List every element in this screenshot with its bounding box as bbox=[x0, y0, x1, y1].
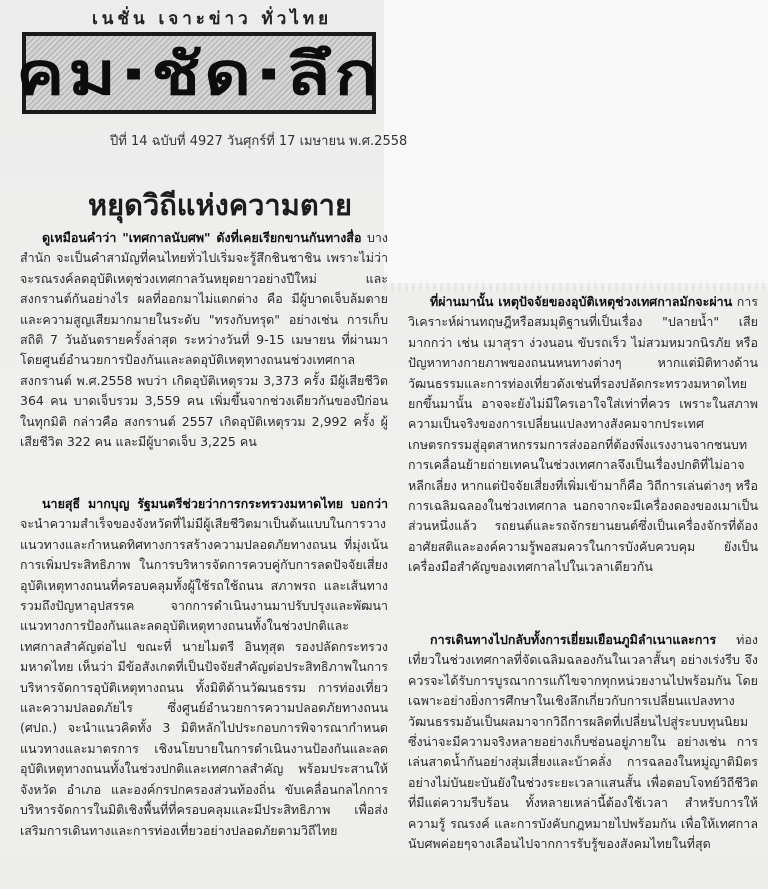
paragraph-4 bbox=[408, 630, 758, 854]
issue-date-line: ปีที่ 14 ฉบับที่ 4927 วันศุกร์ที่ 17 เมษายน พ.ศ.2558 bbox=[110, 134, 408, 149]
paragraph-2-lead: นายสุธี มากบุญ รัฐมนตรีช่วยว่าการกระทรวงมหาดไทย บอกว่า bbox=[42, 496, 388, 511]
newspaper-logo bbox=[15, 32, 382, 114]
paragraph-4-lead: การเดินทางไปกลับทั้งการเยี่ยมเยือนภูมิลำเนาและการ bbox=[430, 632, 717, 647]
masthead-tagline: เนชั่น เจาะข่าว ทั่วไทย bbox=[91, 9, 333, 29]
article-column-right-bottom bbox=[408, 630, 758, 880]
paragraph-4-body: ท่องเที่ยวในช่วงเทศกาลที่จัดเฉลิมฉลองกันในเวลาสั้นๆ อย่างเร่งรีบ จึงควรจะได้รับการบูรณาการแก้ไขจากทุกหน่วยงานไปพร้อมกัน โดยเฉพาะอย่างยิ่งการศึกษาในเชิงลึกเกี่ยวกับการเปลี่ยนแปลงทางวัฒนธรรมอันเป็นผลมาจากวิถีการผลิตที่เปลี่ยนไปสู่ระบบทุนนิยม ซึ่งน่าจะมีความจริงหลายอย่างเก็บซ่อนอยู่ภายใน อย่างเช่น การเล่นสาดน้ำกันอย่างสุ่มเสี่ยงและบ้าคลั่ง การฉลองในหมู่ญาติมิตรอย่างไม่บันยะบันยังในช่วงระยะเวลาแสนสั้น เพื่อตอบโจทย์วิถีชีวิตที่มีแต่ความรีบร้อน ทั้งหลายเหล่านี้ต้องใช้เวลา สำหรับการให้ความรู้ รณรงค์ และการบังคับกฎหมายไปพร้อมกัน เพื่อให้เทศกาลนับศพค่อยๆจางเลือนไปจากการรับรู้ของสังคมไทยในที่สุด bbox=[408, 632, 758, 852]
blank-paper-area bbox=[384, 0, 768, 286]
article-headline: หยุดวิถีแห่งความตาย bbox=[88, 188, 352, 222]
article-column-left-bottom bbox=[20, 494, 388, 886]
paragraph-3-lead: ที่ผ่านมานั้น เหตุปัจจัยของอุบัติเหตุช่วงเทศกาลมักจะผ่าน bbox=[430, 294, 733, 309]
paragraph-3 bbox=[408, 292, 758, 578]
article-column-right-top bbox=[408, 292, 758, 622]
paragraph-1 bbox=[20, 228, 388, 452]
paragraph-2 bbox=[20, 494, 388, 841]
paragraph-1-body: บางสำนัก จะเป็นคำสามัญที่คนไทยทั่วไปเริ่มจะรู้สึกชินชาชิน เพราะไม่ว่าจะรณรงค์ลดอุบัติเหตุช่วงเทศกาลวันหยุดยาวอย่างปีใหม่ และสงกรานต์กันอย่างไร ผลที่ออกมาไม่แตกต่าง คือ มีผู้บาดเจ็บล้มตายและความสูญเสียมากมายในระดับ "ทรงกับทรุด" อย่างเช่น การเก็บสถิติ 7 วันอันตรายครั้งล่าสุด ระหว่างวันที่ 9-15 เมษายน ที่ผ่านมา โดยศูนย์อำนวยการป้องกันและลดอุบัติเหตุทางถนนช่วงเทศกาลสงกรานต์ พ.ศ.2558 พบว่า เกิดอุบัติเหตุรวม 3,373 ครั้ง มีผู้เสียชีวิต 364 คน บาดเจ็บรวม 3,559 คน เพิ่มขึ้นจากช่วงเดียวกันของปีก่อนในทุกมิติ กล่าวคือ สงกรานต์ 2557 เกิดอุบัติเหตุรวม 2,992 ครั้ง ผู้เสียชีวิต 322 คน และมีผู้บาดเจ็บ 3,225 คน bbox=[20, 230, 388, 450]
newspaper-logo-text: คม·ชัด·ลึก bbox=[15, 40, 382, 108]
masthead bbox=[15, 5, 382, 117]
paragraph-3-body: การวิเคราะห์ผ่านทฤษฎีหรือสมมุติฐานที่เป็นเรื่อง "ปลายน้ำ" เสียมากกว่า เช่น เมาสุรา ง่วงนอน ขับรถเร็ว ไม่สวมหมวกนิรภัย หรือปัญหาทางกายภาพของถนนหนทางต่างๆ หากแต่มิติทางด้านวัฒนธรรมและการท่องเที่ยวดังเช่นที่รองปลัดกระทรวงมหาดไทยยกขึ้นมานั้น อาจจะยังไม่มีใครเอาใจใส่เท่าที่ควร เพราะในสภาพความเป็นจริงของการเปลี่ยนแปลงทางสังคมจากประเทศเกษตรกรรมสู่อุตสาหกรรมการส่งออกที่ต้องพึ่งแรงงานจากชนบท การเคลื่อนย้ายถ่ายเทคนในช่วงเทศกาลจึงเป็นเรื่องปกติที่ไม่อาจหลีกเลี่ยง หากแต่ปัจจัยเสี่ยงที่เพิ่มเข้ามาก็คือ วิถีการเล่นต่างๆ หรือการเฉลิมฉลองในช่วงเทศกาล นอกจากจะมีเครื่องดองของเมาเป็นส่วนหนึ่งแล้ว รถยนต์และรถจักรยานยนต์ซึ่งเป็นเครื่องจักรที่ต้องอาศัยสติและองค์ความรู้พอสมควรในการบังคับควบคุม ยังเป็นเครื่องมือสำคัญของเทศกาลไปในเวลาเดียวกัน bbox=[408, 294, 758, 575]
paragraph-2-body: จะนำความสำเร็จของจังหวัดที่ไม่มีผู้เสียชีวิตมาเป็นต้นแบบในการวางแนวทางและกำหนดทิศทางการสร้างความปลอดภัยทางถนน ที่มุ่งเน้นการเพิ่มประสิทธิภาพ ในการบริหารจัดการควบคู่กับการลดปัจจัยเสี่ยงอุบัติเหตุทางถนนที่ครอบคลุมทั้งผู้ใช้รถใช้ถนน สภาพรถ และเส้นทาง รวมถึงปัญหาอุปสรรค จากการดำเนินงานมาปรับปรุงและพัฒนาแนวทางการป้องกันและลดอุบัติเหตุทางถนนทั้งในช่วงปกติและเทศกาลสำคัญต่อไป ขณะที่ นายไมตรี อินทุสุต รองปลัดกระทรวงมหาดไทย เห็นว่า มีข้อสังเกตที่เป็นปัจจัยสำคัญต่อประสิทธิภาพในการบริหารจัดการอุบัติเหตุทางถนน ทั้งมิติด้านวัฒนธรรม การท่องเที่ยว และความปลอดภัยไร ซึ่งศูนย์อำนวยการความปลอดภัยทางถนน (ศปถ.) จะนำแนวคิดทั้ง 3 มิติหลักไปประกอบการพิจารณากำหนดแนวทางและมาตรการ เชิงนโยบายในการดำเนินงานป้องกันและลดอุบัติเหตุทางถนนทั้งในช่วงปกติและเทศกาลสำคัญ พร้อมประสานให้จังหวัด อำเภอ และองค์กรปกครองส่วนท้องถิ่น ขับเคลื่อนกลไกการบริหารจัดการในมิติเชิงพื้นที่ที่ครอบคลุมและมีประสิทธิภาพ เพื่อส่งเสริมการเดินทางและการท่องเที่ยวอย่างปลอดภัยตามวิถีไทย bbox=[20, 516, 388, 838]
article-column-left-top bbox=[20, 228, 388, 468]
torn-edge bbox=[384, 283, 768, 291]
paragraph-1-lead: ดูเหมือนคำว่า "เทศกาลนับศพ" ดังที่เคยเรียกขานกันทางสื่อ bbox=[42, 230, 362, 245]
